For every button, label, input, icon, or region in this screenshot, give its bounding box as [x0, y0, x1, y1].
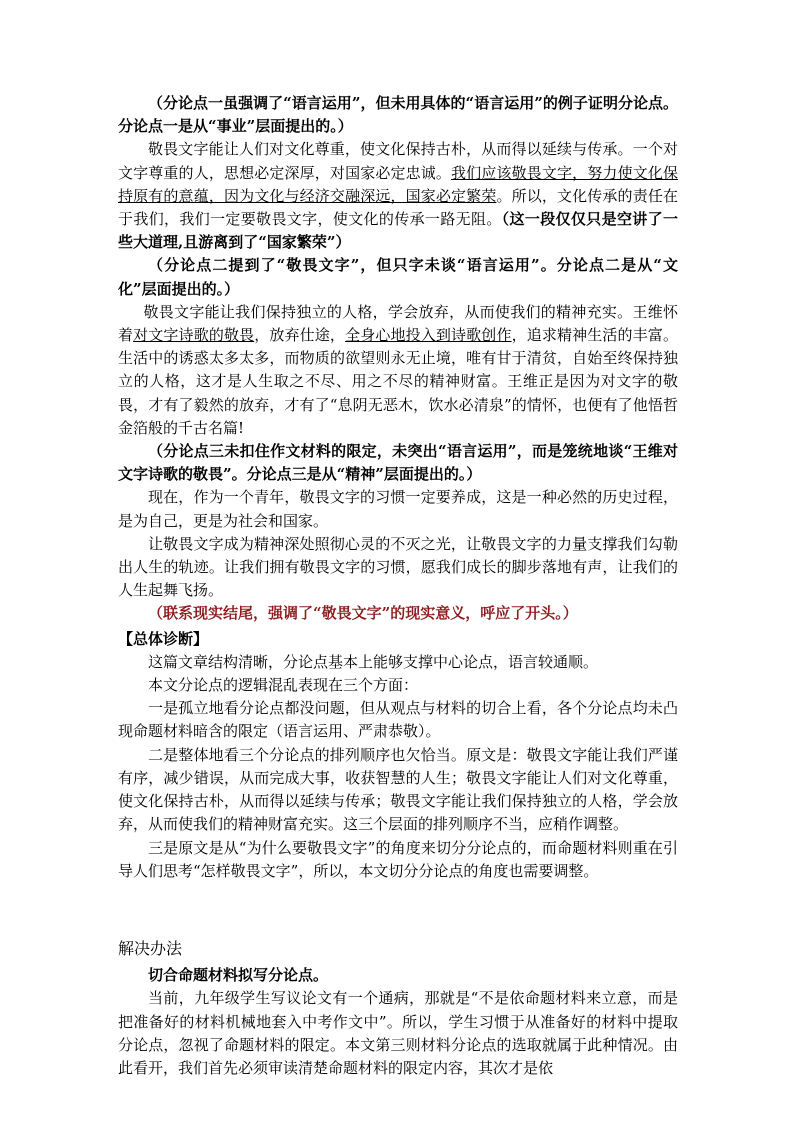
underlined-text: 对文字诗歌的敬畏	[133, 326, 255, 345]
paragraph-spirit	[118, 301, 678, 440]
diagnosis-point-3: 三是原文是从“为什么要敬畏文字”的角度来切分分论点的，而命题材料则重在引导人们思考“怎样敬畏文字”，所以，本文切分分论点的角度也需要调整。	[118, 838, 678, 880]
comment-subpoint-1: （分论点一虽强调了“语言运用”，但未用具体的“语言运用”的例子证明分论点。分论点一是从“事业”层面提出的。）	[118, 94, 678, 136]
text-run: 。所以，文化传承的责任在于我们，我们一定要敬畏文字，使文化的传承一路无阻。	[118, 186, 678, 229]
underlined-text: 我们应该敬畏文字，努力使文化保持原有的意蕴，因为文化与经济交融深远，国家必定繁荣	[118, 163, 678, 205]
text-run: ，放弃仕途，	[254, 326, 346, 345]
text-run: ，追求精神生活的丰富。生活中的诱惑太多太多，而物质的欲望则永无止境，唯有甘于清贫，自始至终保持独立的人格，这才是人生取之不尽、用之不尽的精神财富。王维正是因为对文字的敬畏，才有了毅然的放弃，才有了“息阴无恶木，饮水必清泉”的情怀，也便有了他悟哲金箔般的千古名篇!	[118, 326, 678, 437]
text-run: 敬畏文字能让我们保持独立的人格，学会放弃，从而使我们的精神充实。王维怀着	[118, 302, 678, 345]
diagnosis-heading: 【总体诊断】	[118, 629, 209, 648]
diagnosis-point-2: 二是整体地看三个分论点的排列顺序也欠恰当。原文是：敬畏文字能让我们严谨有序，减少错误，从而完成大事，收获智慧的人生；敬畏文字能让人们对文化尊重，使文化保持古朴，从而得以延续与传承；敬畏文字能让我们保持独立的人格，学会放弃，从而使我们的精神财富充实。这三个层面的排列顺序不当，应稍作调整。	[118, 745, 678, 834]
diagnosis-intro: 本文分论点的逻辑混乱表现在三个方面：	[148, 676, 419, 695]
comment-subpoint-3: （分论点三未扣住作文材料的限定，未突出“语言运用”，而是笼统地谈“王维对文字诗歌的敬畏”。分论点三是从“精神”层面提出的。）	[118, 442, 678, 484]
document-page	[118, 92, 678, 1080]
text-run: 敬畏文字能让人们对文化尊重，使文化保持古朴，从而得以延续与传承。一个对文字尊重的人，思想必定深厚，对国家必定忠诚。	[118, 140, 678, 182]
solution-subheading: 切合命题材料拟写分论点。	[148, 966, 329, 985]
inline-comment: （这一段仅仅只是空讲了一些大道理,且游离到了“国家繁荣”）	[118, 210, 678, 252]
comment-subpoint-2: （分论点二提到了“敬畏文字”，但只字未谈“语言运用”。分论点二是从“文化”层面提出的。）	[118, 256, 678, 298]
underlined-text: 全身心地投入到诗歌创作	[345, 326, 512, 345]
paragraph-now: 现在，作为一个青年，敬畏文字的习惯一定要养成，这是一种必然的历史过程，是为自己，更是为社会和国家。	[118, 488, 678, 530]
diagnosis-point-1: 一是孤立地看分论点都没问题，但从观点与材料的切合上看，各个分论点均未凸现命题材料暗含的限定（语言运用、严肃恭敬）。	[118, 699, 678, 741]
paragraph-culture	[118, 138, 678, 254]
paragraph-conclusion: 让敬畏文字成为精神深处照彻心灵的不灭之光，让敬畏文字的力量支撑我们勾勒出人生的轨迹。让我们拥有敬畏文字的习惯，愿我们成长的脚步落地有声，让我们的人生起舞飞扬。	[118, 534, 678, 600]
comment-ending: （联系现实结尾，强调了“敬畏文字”的现实意义，呼应了开头。）	[148, 604, 578, 623]
diagnosis-summary: 这篇文章结构清晰，分论点基本上能够支撑中心论点，语言较通顺。	[148, 652, 599, 671]
solution-heading: 解决办法	[118, 938, 183, 958]
solution-paragraph: 当前，九年级学生写议论文有一个通病，那就是“不是依命题材料来立意，而是把准备好的材料机械地套入中考作文中”。所以，学生习惯于从准备好的材料中提取分论点，忽视了命题材料的限定。本文第三则材料分论点的选取就属于此种情况。由此看开，我们首先必须审读清楚命题材料的限定内容，其次才是依	[118, 989, 678, 1077]
